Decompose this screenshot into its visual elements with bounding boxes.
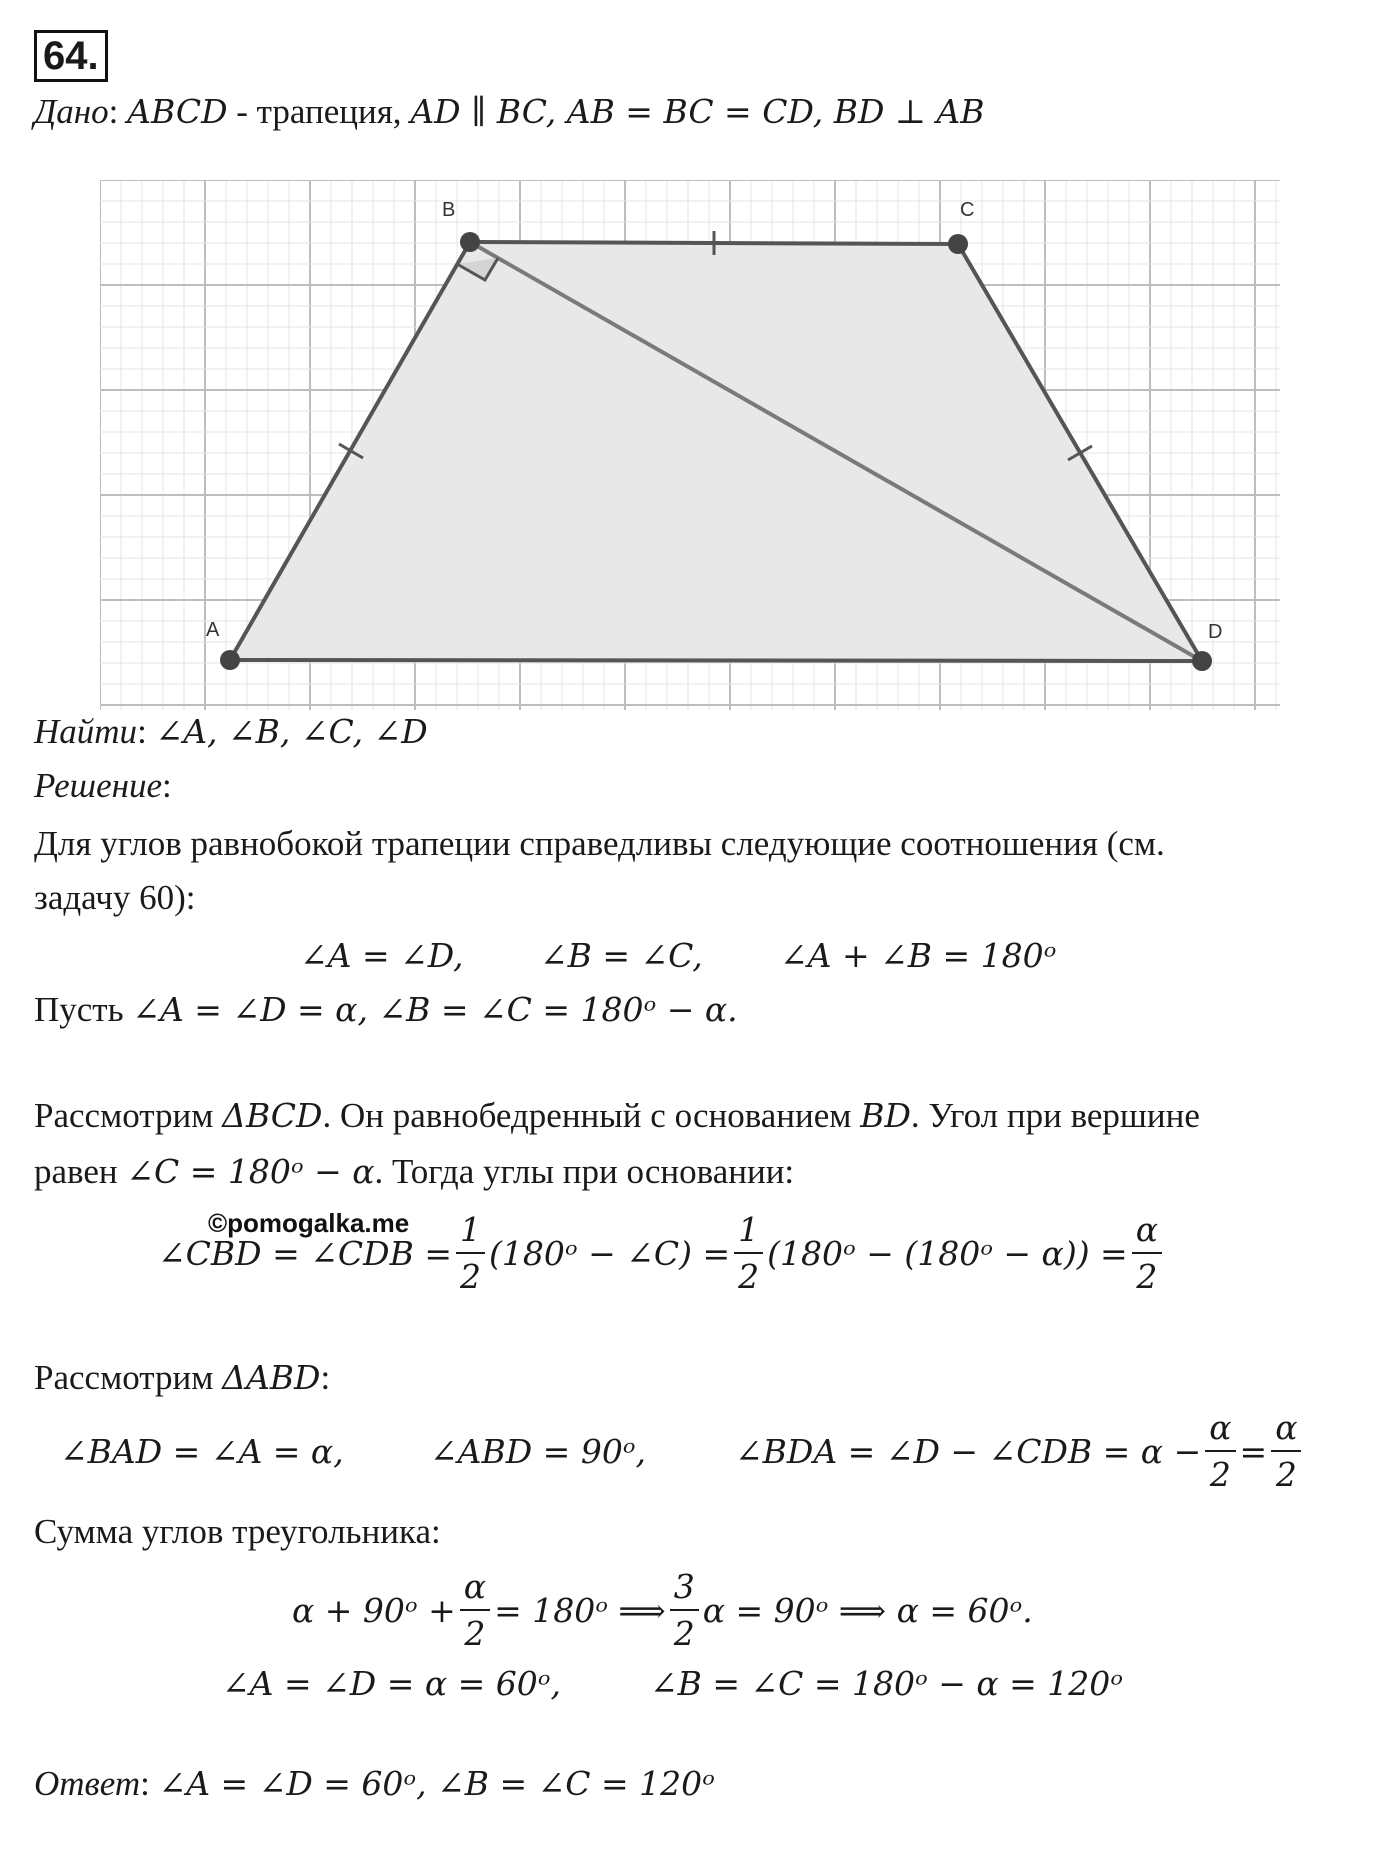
solution-sep: : <box>162 766 172 805</box>
abd-line1 <box>34 1358 330 1398</box>
abd-e3-line <box>735 1406 1305 1496</box>
para1-line1: Для углов равнобокой трапеции справедливы следующие соотношения (см. <box>34 824 1165 863</box>
answer-line <box>34 1764 715 1804</box>
let-expr: ∠A = ∠D = α, ∠B = ∠C = 180ᵒ − α. <box>132 990 738 1029</box>
answer-sep: : <box>140 1764 150 1803</box>
abd-frac1-num: α <box>1205 1411 1235 1452</box>
answer-text: ∠A = ∠D = 60ᵒ, ∠B = ∠C = 120ᵒ <box>158 1764 715 1803</box>
solution-label: Решение <box>34 766 163 805</box>
sum-f1-num: α <box>460 1570 490 1611</box>
abd-frac1-den: 2 <box>1209 1455 1231 1494</box>
sum-frac-2 <box>670 1567 699 1653</box>
relation-3: ∠A + ∠B = 180ᵒ <box>780 936 1057 975</box>
half-num-2: 1 <box>734 1213 763 1254</box>
trapezoid-figure <box>100 180 1280 710</box>
point-a <box>220 650 240 670</box>
given-sep: : <box>108 92 119 131</box>
given-conditions: AD ∥ BC, AB = BC = CD, BD ⊥ AB <box>410 92 985 131</box>
sum-frac-1 <box>460 1567 490 1653</box>
bcd-l2-c: . Тогда углы при основании: <box>374 1152 795 1191</box>
trapezoid-fill <box>230 242 1202 661</box>
answer-label: Ответ <box>34 1764 141 1803</box>
abd-l1-a: Рассмотрим <box>34 1358 223 1397</box>
label-c: C <box>960 199 975 221</box>
let-prefix: Пусть <box>34 990 133 1029</box>
abd-triangle: ΔABD <box>222 1358 321 1397</box>
result-2: ∠B = ∠C = 180ᵒ − α = 120ᵒ <box>650 1664 1124 1703</box>
relation-2: ∠B = ∠C, <box>540 936 703 975</box>
bcd-line2 <box>34 1152 794 1192</box>
abd-frac-2 <box>1271 1408 1301 1494</box>
alpha-num: α <box>1132 1213 1162 1254</box>
half-den-1: 2 <box>460 1257 481 1296</box>
given-desc: - трапеция, <box>227 92 411 131</box>
sum-equation <box>292 1562 1033 1658</box>
abd-e2: ∠ABD = 90ᵒ, <box>430 1431 647 1471</box>
find-line <box>34 712 428 752</box>
para1-line2: задачу 60): <box>34 878 196 917</box>
find-sep: : <box>137 712 147 751</box>
half-num-1: 1 <box>456 1213 485 1254</box>
half-fraction-2 <box>734 1210 763 1296</box>
given-figure-name: ABCD <box>127 92 228 131</box>
bcd-l1-c: . Он равнобедренный с основанием <box>322 1096 861 1135</box>
given-line <box>34 92 985 132</box>
abd-eq-sign: = <box>1239 1431 1268 1471</box>
abd-e3: ∠BDA = ∠D − ∠CDB = α − <box>735 1431 1202 1471</box>
half-fraction-1 <box>456 1210 485 1296</box>
alpha-half-fraction <box>1132 1210 1162 1296</box>
label-b: B <box>442 199 456 221</box>
bcd-eq-mid2: (180ᵒ − (180ᵒ − α)) = <box>767 1233 1128 1273</box>
abd-l1-c: : <box>320 1358 331 1397</box>
label-d: D <box>1208 621 1223 643</box>
bcd-l2-a: равен <box>34 1152 127 1191</box>
point-c <box>948 234 968 254</box>
bcd-eq-mid1: (180ᵒ − ∠C) = <box>489 1233 731 1273</box>
relation-1: ∠A = ∠D, <box>300 936 464 975</box>
find-angles: ∠A, ∠B, ∠C, ∠D <box>155 712 428 751</box>
sum-f2-den: 2 <box>673 1614 695 1653</box>
alpha-den: 2 <box>1136 1257 1158 1296</box>
bcd-l1-e: . Угол при вершине <box>910 1096 1200 1135</box>
abd-frac-1 <box>1205 1408 1235 1494</box>
bcd-triangle: ΔBCD <box>222 1096 323 1135</box>
sum-f1-den: 2 <box>464 1614 486 1653</box>
problem-number: 64. <box>34 30 108 82</box>
point-b <box>460 232 480 252</box>
sum-label: Сумма углов треугольника: <box>34 1512 441 1551</box>
abd-frac2-den: 2 <box>1275 1455 1297 1494</box>
half-den-2: 2 <box>738 1257 760 1296</box>
find-label: Найти <box>34 712 138 751</box>
label-a: A <box>206 619 220 641</box>
bcd-angle-c: ∠C = 180ᵒ − α <box>126 1152 375 1191</box>
result-1: ∠A = ∠D = α = 60ᵒ, <box>222 1664 561 1703</box>
sum-part3: α = 90ᵒ ⟹ α = 60ᵒ. <box>702 1590 1033 1630</box>
sum-f2-num: 3 <box>670 1570 699 1611</box>
bcd-l1-a: Рассмотрим <box>34 1096 223 1135</box>
trapezoid-diagram <box>100 180 1280 710</box>
abd-frac2-num: α <box>1271 1411 1301 1452</box>
bcd-line1 <box>34 1096 1200 1136</box>
solution-heading <box>34 766 172 806</box>
let-line <box>34 990 738 1030</box>
given-label: Дано <box>34 92 109 131</box>
sum-part2: = 180ᵒ ⟹ <box>494 1590 666 1630</box>
sum-part1: α + 90ᵒ + <box>292 1590 456 1630</box>
bcd-equation <box>158 1208 1166 1298</box>
side-ad <box>230 660 1202 661</box>
abd-e1: ∠BAD = ∠A = α, <box>60 1431 344 1471</box>
bcd-eq-left: ∠CBD = ∠CDB = <box>158 1233 452 1273</box>
point-d <box>1192 651 1212 671</box>
watermark: ©pomogalka.me <box>208 1208 410 1238</box>
bcd-base: BD <box>860 1096 911 1135</box>
